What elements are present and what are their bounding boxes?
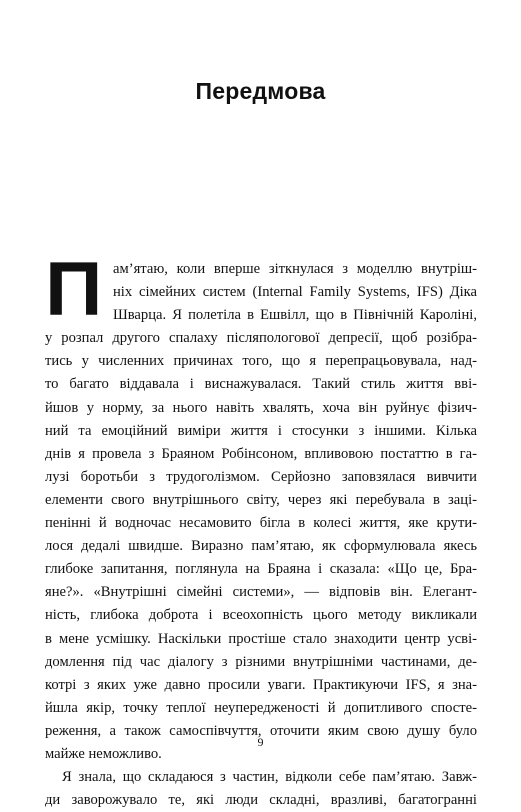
- text-line: йшла якір, точку теплої неупередженості й допитливого спосте-: [45, 699, 477, 716]
- text-line: у розпал другого спалаху післяпологової депресії, щоб розібра-: [45, 330, 477, 347]
- text-line: яне?». «Внутрішні сімейні системи», — відповів він. Елегант-: [45, 584, 477, 601]
- text-line: йшов у норму, за нього навіть хвалять, хоча він руйнує фізич-: [45, 399, 477, 416]
- text-line: елементи свого внутрішнього світу, через які перебувала в заці-: [45, 491, 477, 508]
- text-line: майже неможливо.: [45, 745, 162, 762]
- text-line: днів я провела з Браяном Робінсоном, впливовою постаттю в га-: [45, 445, 477, 462]
- text-line: тись у численних причинах того, що я перепрацьовувала, над-: [45, 353, 477, 370]
- text-line: в мене усмішку. Наскільки простіше стало знаходити центр усві-: [45, 630, 477, 647]
- text-line: реження, а також самоспівчуття, оточити яким свою душу було: [45, 722, 477, 739]
- text-line: Шварца. Я полетіла в Ешвілл, що в Північній Кароліні,: [113, 307, 477, 324]
- drop-cap: П: [45, 246, 103, 332]
- text-line: домлення під час діалогу з різними внутрішніми частинами, де-: [45, 653, 477, 670]
- page-number: 9: [257, 735, 264, 749]
- text-line: Я знала, що складаюся з частин, відколи себе пам’ятаю. Завж-: [62, 769, 477, 786]
- text-line: ди заворожувало те, які люди складні, вразливі, багатогранні: [45, 792, 477, 809]
- text-line: глибоке запитання, поглянула на Браяна і сказала: «Що це, Бра-: [45, 561, 477, 578]
- text-line: пенінні й водночас несамовито бігла в колесі життя, яке крути-: [45, 515, 477, 532]
- text-line: лузі боротьби з трудоголізмом. Серйозно заповзялася вивчити: [45, 468, 477, 485]
- text-line: ний та емоційний виміри життя і стосунки з іншими. Кілька: [45, 422, 477, 439]
- text-line: ність, глибока доброта і всеохопність цього методу викликали: [45, 607, 477, 624]
- text-line: то багато віддавала і виснажувалася. Такий стиль життя вві-: [45, 376, 477, 393]
- text-line: котрі з яких уже давно просили уваги. Практикуючи IFS, я зна-: [45, 676, 477, 693]
- chapter-title: Передмова: [195, 78, 326, 104]
- text-lines: [45, 246, 477, 812]
- body-text: [45, 246, 477, 812]
- text-line: ніх сімейних систем (Internal Family Systems, IFS) Діка: [113, 284, 477, 301]
- text-line: ам’ятаю, коли вперше зіткнулася з моделлю внутріш-: [113, 261, 477, 277]
- text-line: лося дедалі швидше. Виразно пам’ятаю, як сформулювала якесь: [45, 538, 477, 555]
